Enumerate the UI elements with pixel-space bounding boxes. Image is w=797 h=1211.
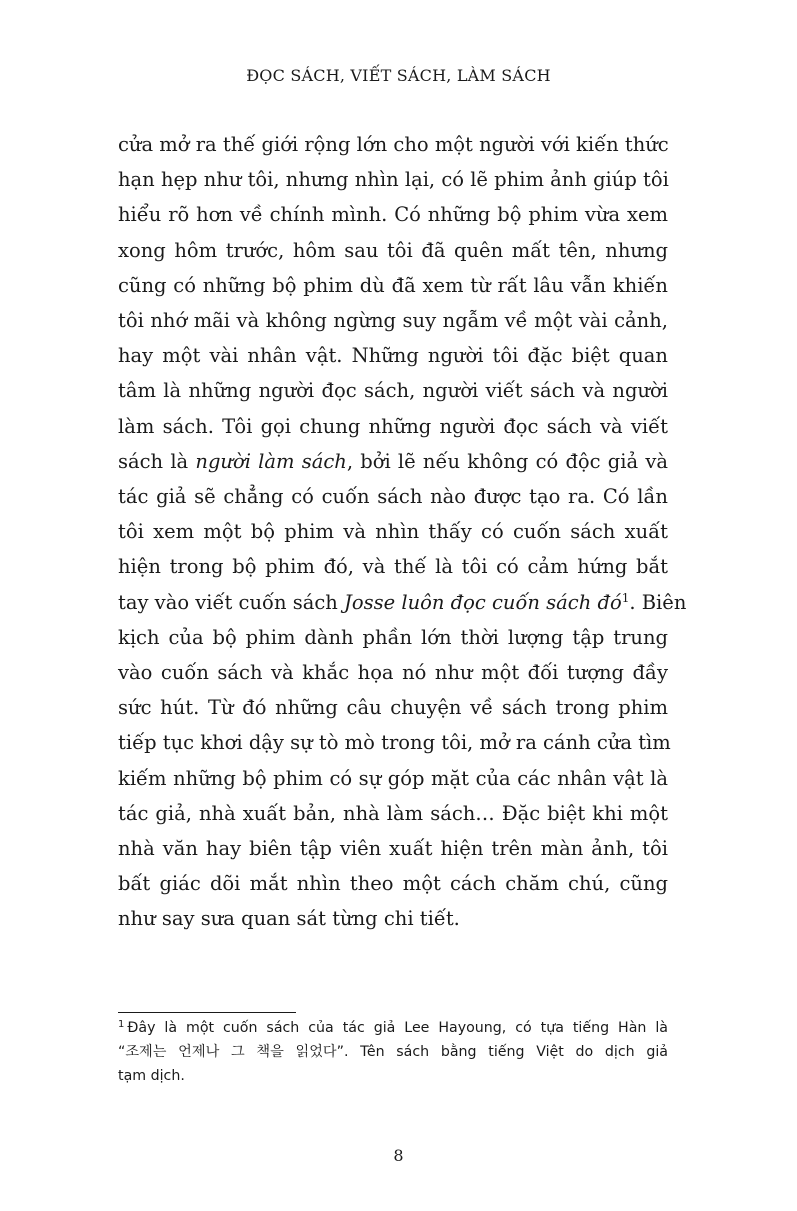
text-line: cũng có những bộ phim dù đã xem từ rất lâu vẫn khiến (118, 273, 668, 297)
text-line (118, 585, 687, 620)
text-line: bất giác dõi mắt nhìn theo một cách chăm chú, cũng (118, 872, 668, 896)
text-line: kịch của bộ phim dành phần lớn thời lượng tập trung (118, 625, 668, 649)
body-paragraph (118, 127, 687, 937)
text-line: tâm là những người đọc sách, người viết sách và người (118, 379, 668, 403)
page-number: 8 (393, 1146, 404, 1165)
footnote (118, 1016, 668, 1088)
text-line: vào cuốn sách và khắc họa nó như một đối tượng đầy (118, 661, 668, 685)
text-line: hiểu rõ hơn về chính mình. Có những bộ phim vừa xem (118, 203, 668, 227)
text-line: tác giả, nhà xuất bản, nhà làm sách… Đặc biệt khi một (118, 801, 668, 825)
text-line: hiện trong bộ phim đó, và thế là tôi có cảm hứng bắt (118, 555, 668, 579)
text-segment: . Biên (629, 590, 687, 614)
text-line: làm sách. Tôi gọi chung những người đọc sách và viết (118, 414, 668, 438)
footnote-divider (118, 1012, 296, 1013)
text-line: kiếm những bộ phim có sự góp mặt của các nhân vật là (118, 766, 668, 790)
text-line: xong hôm trước, hôm sau tôi đã quên mất tên, nhưng (118, 238, 668, 262)
text-segment: , bởi lẽ nếu không có độc giả và (346, 449, 668, 473)
text-line: hạn hẹp như tôi, nhưng nhìn lại, có lẽ phim ảnh giúp tôi (118, 168, 669, 192)
text-segment: sách là (118, 449, 196, 473)
text-line: tác giả sẽ chẳng có cuốn sách nào được tạo ra. Có lần (118, 485, 668, 509)
footnote-marker: 1 (118, 1019, 125, 1030)
footnote-reference: 1 (621, 590, 630, 605)
book-title-italic: Josse luôn đọc cuốn sách đó (344, 590, 622, 614)
footnote-line: tạm dịch. (118, 1068, 185, 1084)
text-line: tôi nhớ mãi và không ngừng suy ngẫm về một vài cảnh, (118, 309, 668, 333)
text-line: tôi xem một bộ phim và nhìn thấy có cuốn sách xuất (118, 520, 668, 544)
book-term-italic: người làm sách (195, 449, 347, 473)
text-line: cửa mở ra thế giới rộng lớn cho một người với kiến thức (118, 133, 669, 156)
text-line (118, 444, 668, 479)
text-line: như say sưa quan sát từng chi tiết. (118, 907, 460, 931)
footnote-line (118, 1016, 668, 1040)
text-line: hay một vài nhân vật. Những người tôi đặc biệt quan (118, 344, 668, 368)
text-segment: tay vào viết cuốn sách (118, 590, 345, 614)
footnote-line: “조제는 언제나 그 책을 읽었다”. Tên sách bằng tiếng Việt do dịch giả (118, 1044, 668, 1060)
text-line: sức hút. Từ đó những câu chuyện về sách trong phim (118, 696, 668, 720)
text-line: tiếp tục khơi dậy sự tò mò trong tôi, mở ra cánh cửa tìm (118, 731, 671, 755)
footnote-text: Đây là một cuốn sách của tác giả Lee Hayoung, có tựa tiếng Hàn là (127, 1020, 668, 1036)
running-header: ĐỌC SÁCH, VIẾT SÁCH, LÀM SÁCH (246, 66, 551, 85)
text-line: nhà văn hay biên tập viên xuất hiện trên màn ảnh, tôi (118, 837, 668, 861)
